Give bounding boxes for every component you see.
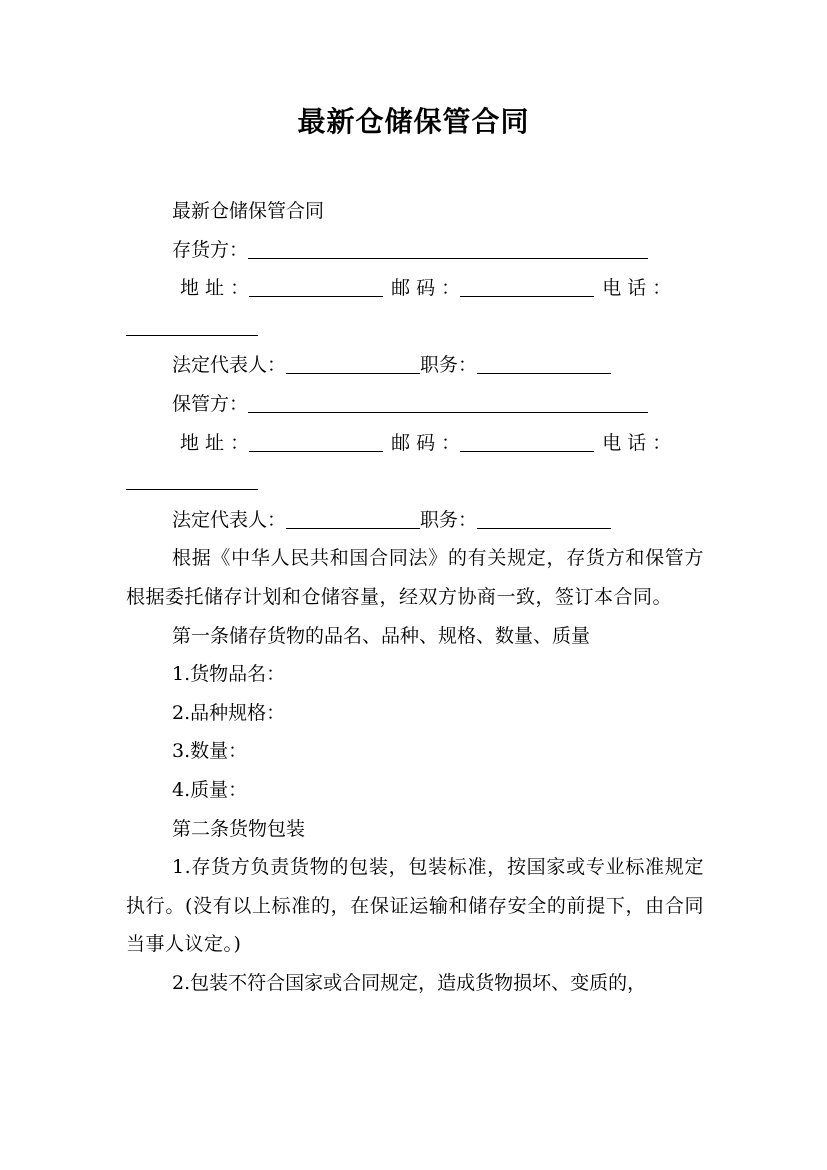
article-2-heading: 第二条货物包装 bbox=[172, 817, 306, 840]
custodian-rep-blank[interactable] bbox=[286, 504, 420, 529]
depositor-rep-line bbox=[126, 346, 704, 385]
depositor-postcode-label: 邮 码 ： bbox=[391, 277, 461, 300]
subtitle-line: 最新仓储保管合同 bbox=[172, 200, 325, 222]
preamble-paragraph: 根据《中华人民共和国合同法》的有关规定，存货方和保管方根据委托储存计划和仓储容量，经双方协商一致，签订本合同。 bbox=[126, 547, 704, 608]
depositor-phone-blank[interactable] bbox=[126, 311, 258, 336]
depositor-rep-label: 法定代表人： bbox=[172, 354, 287, 377]
custodian-rep-label: 法定代表人： bbox=[172, 508, 287, 531]
depositor-address-blank[interactable] bbox=[249, 272, 383, 297]
article-1-item-4: 4.质量： bbox=[172, 778, 248, 801]
depositor-label: 存货方： bbox=[172, 238, 249, 261]
article-1-item-3: 3.数量： bbox=[172, 740, 248, 763]
depositor-postcode-blank[interactable] bbox=[460, 272, 594, 297]
article-2-item-1: 1.存货方负责货物的包装，包装标准，按国家或专业标准规定执行。(没有以上标准的，在保证运输和储存安全的前提下，由合同当事人议定。) bbox=[126, 856, 704, 956]
depositor-address-line bbox=[126, 269, 704, 308]
custodian-postcode-label: 邮 码 ： bbox=[391, 431, 461, 454]
depositor-position-blank[interactable] bbox=[477, 349, 611, 374]
article-1-item-2: 2.品种规格： bbox=[172, 701, 286, 724]
custodian-address-blank[interactable] bbox=[249, 427, 383, 452]
document-body bbox=[126, 192, 704, 1002]
depositor-blank[interactable] bbox=[248, 234, 648, 259]
article-1-heading: 第一条储存货物的品名、品种、规格、数量、质量 bbox=[172, 624, 591, 647]
custodian-phone-line bbox=[126, 462, 704, 501]
custodian-address-line bbox=[126, 424, 704, 463]
depositor-line bbox=[126, 231, 704, 270]
document-title: 最新仓储保管合同 bbox=[297, 105, 530, 138]
article-1-item-1: 1.货物品名： bbox=[172, 663, 286, 686]
article-2-item-2: 2.包装不符合国家或合同规定，造成货物损坏、变质的， bbox=[172, 971, 647, 994]
custodian-position-label: 职务： bbox=[420, 508, 478, 531]
custodian-label: 保管方： bbox=[172, 392, 249, 415]
depositor-phone-label: 电 话 ： bbox=[602, 277, 672, 300]
depositor-phone-line bbox=[126, 308, 704, 347]
custodian-phone-label: 电 话 ： bbox=[602, 431, 672, 454]
depositor-rep-blank[interactable] bbox=[286, 349, 420, 374]
custodian-blank[interactable] bbox=[248, 388, 648, 413]
custodian-position-blank[interactable] bbox=[477, 504, 611, 529]
depositor-address-label: 地 址 ： bbox=[180, 277, 250, 300]
custodian-phone-blank[interactable] bbox=[126, 465, 258, 490]
custodian-postcode-blank[interactable] bbox=[460, 427, 594, 452]
custodian-address-label: 地 址 ： bbox=[180, 431, 250, 454]
custodian-rep-line bbox=[126, 501, 704, 540]
custodian-line bbox=[126, 385, 704, 424]
depositor-position-label: 职务： bbox=[420, 354, 478, 377]
